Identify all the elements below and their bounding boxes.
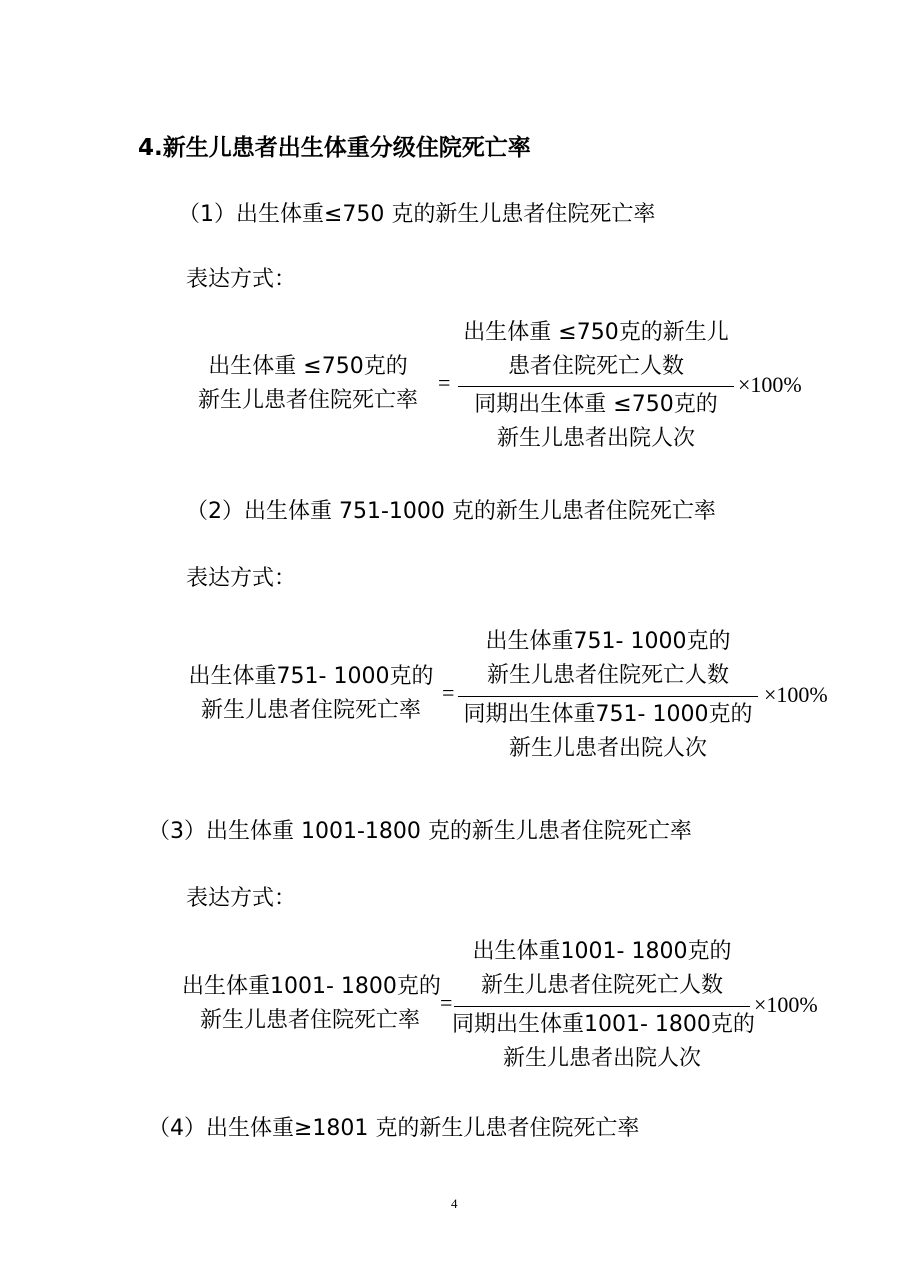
formula-3-numerator-line-2: 新生儿患者住院死亡人数	[480, 973, 723, 998]
formula-2-times-100: ×100%	[764, 682, 828, 707]
formula-2-denominator-line-2: 新生儿患者出院人次	[508, 736, 707, 761]
item-4-title: （4）出生体重≥1801 克的新生儿患者住院死亡率	[148, 1116, 640, 1141]
formula-3-denominator	[452, 1008, 755, 1076]
formula-3-denominator-line-2: 新生儿患者出院人次	[502, 1046, 701, 1071]
formula-1-fraction-bar	[458, 386, 734, 387]
item-3-expression-label: 表达方式：	[186, 886, 297, 911]
formula-3-numerator-line-1: 出生体重1001- 1800克的	[472, 939, 732, 964]
formula-1-denominator-line-2: 新生儿患者出院人次	[496, 426, 695, 451]
formula-1-numerator-line-2: 患者住院死亡人数	[507, 354, 684, 379]
formula-1-equals: =	[438, 370, 451, 395]
formula-2-denominator	[456, 698, 760, 766]
formula-1-lhs	[186, 350, 430, 418]
formula-1-denominator	[456, 388, 736, 456]
formula-2-numerator	[456, 625, 760, 693]
formula-2-equals: =	[442, 680, 455, 705]
item-3-title: （3）出生体重 1001-1800 克的新生儿患者住院死亡率	[148, 819, 692, 844]
formula-3-lhs-line-2: 新生儿患者住院死亡率	[199, 1008, 420, 1033]
formula-1-denominator-line-1: 同期出生体重 ≤750克的	[474, 392, 718, 417]
formula-3-numerator	[452, 935, 752, 1003]
formula-3-equals: =	[440, 990, 453, 1015]
formula-3-denominator-line-1: 同期出生体重1001- 1800克的	[452, 1012, 755, 1037]
page-number: 4	[451, 1196, 458, 1211]
item-2-title: （2）出生体重 751-1000 克的新生儿患者住院死亡率	[186, 499, 716, 524]
formula-1-numerator	[456, 316, 736, 384]
formula-2-fraction-bar	[458, 696, 758, 697]
formula-3-lhs	[182, 970, 441, 1038]
item-2-expression-label: 表达方式：	[186, 566, 297, 591]
formula-2-lhs	[184, 660, 438, 728]
formula-1-lhs-line-2: 新生儿患者住院死亡率	[197, 388, 418, 413]
formula-3-fraction-bar	[454, 1006, 750, 1007]
formula-1-lhs-line-1: 出生体重 ≤750克的	[208, 354, 408, 379]
formula-3-times-100: ×100%	[754, 992, 818, 1017]
formula-1-numerator-line-1: 出生体重 ≤750克的新生儿	[463, 320, 729, 345]
formula-2-numerator-line-2: 新生儿患者住院死亡人数	[486, 663, 729, 688]
formula-2-denominator-line-1: 同期出生体重751- 1000克的	[463, 702, 753, 727]
formula-2-numerator-line-1: 出生体重751- 1000克的	[485, 629, 731, 654]
formula-3-lhs-line-1: 出生体重1001- 1800克的	[182, 974, 441, 999]
formula-2-lhs-line-1: 出生体重751- 1000克的	[188, 664, 434, 689]
section-heading: 4.新生儿患者出生体重分级住院死亡率	[138, 135, 531, 161]
formula-2-lhs-line-2: 新生儿患者住院死亡率	[200, 698, 421, 723]
formula-1-times-100: ×100%	[738, 372, 802, 397]
item-1-expression-label: 表达方式：	[186, 267, 297, 292]
item-1-title: （1）出生体重≤750 克的新生儿患者住院死亡率	[178, 202, 656, 227]
